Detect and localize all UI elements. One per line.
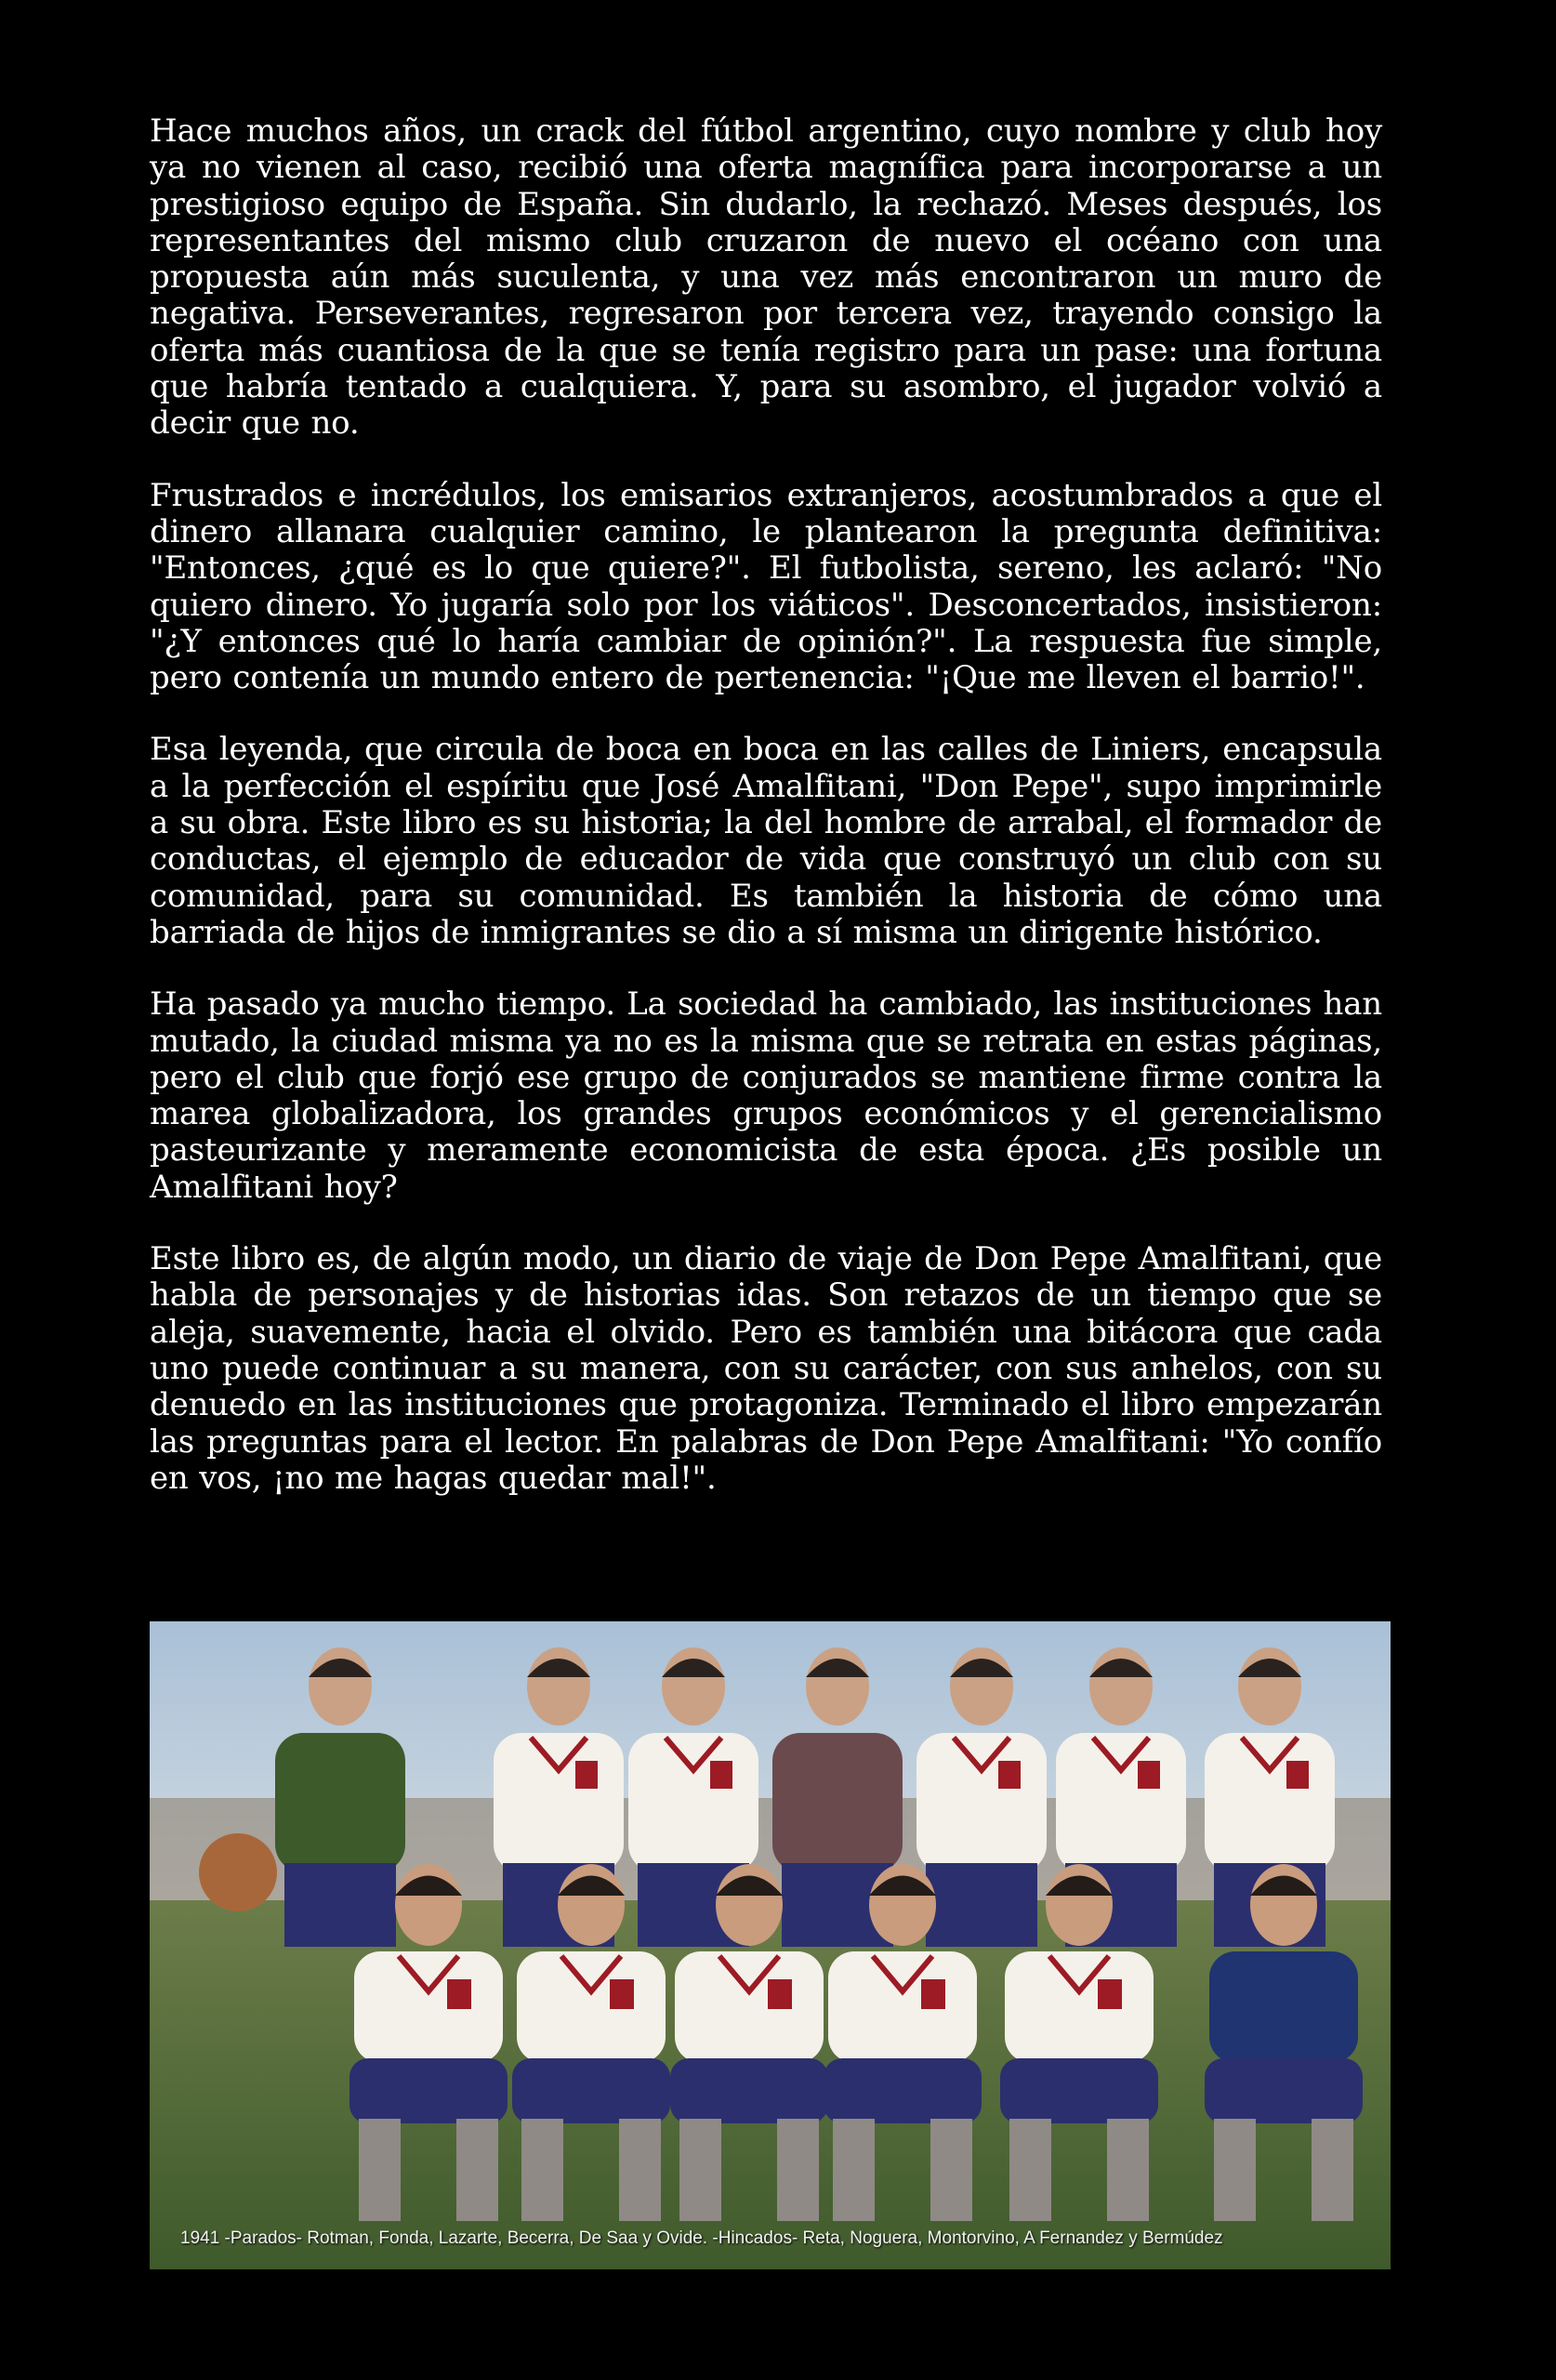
standing-player-shorts bbox=[284, 1863, 396, 1947]
crouching-player-sock bbox=[619, 2119, 661, 2221]
crouching-player-shirt bbox=[675, 1951, 824, 2063]
standing-player-shirt bbox=[494, 1733, 624, 1872]
football bbox=[199, 1833, 277, 1911]
book-text bbox=[150, 113, 1382, 1497]
crouching-player-shirt bbox=[1005, 1951, 1154, 2063]
crouching-player-shirt bbox=[828, 1951, 977, 2063]
team-photo-illustration bbox=[150, 1621, 1391, 2269]
photo-caption: 1941 -Parados- Rotman, Fonda, Lazarte, Becerra, De Saa y Ovide. -Hincados- Reta, Noguera, Montorvino, A Fernandez y Bermúdez bbox=[180, 2228, 1223, 2248]
paragraph-4: Ha pasado ya mucho tiempo. La sociedad ha cambiado, las instituciones han mutado, la ciudad misma ya no es la misma que se retrata en estas páginas, pero el club que forjó ese grupo de conjurados se mantiene firme contra la marea globalizadora, los grandes grupos económicos y el gerencialismo pasteurizante y meramente economicista de esta época. ¿Es posible un Amalfitani hoy? bbox=[150, 985, 1382, 1206]
club-crest bbox=[1286, 1761, 1309, 1789]
paragraph-2: Frustrados e incrédulos, los emisarios extranjeros, acostumbrados a que el dinero allanara cualquier camino, le plantearon la pregunta definitiva: "Entonces, ¿qué es lo que quiere?". El futbolista, sereno, les aclaró: "No quiero dinero. Yo jugaría solo por los viáticos". Desconcertados, insistieron: "¿Y entonces qué lo haría cambiar de opinión?". La respuesta fue simple, pero contenía un mundo entero de pertenencia: "¡Que me lleven el barrio!". bbox=[150, 476, 1382, 697]
crouching-player-sock bbox=[456, 2119, 498, 2221]
crouching-player-sock bbox=[359, 2119, 401, 2221]
paragraph-1: Hace muchos años, un crack del fútbol argentino, cuyo nombre y club hoy ya no vienen al caso, recibió una oferta magnífica para incorporarse a un prestigioso equipo de España. Sin dudarlo, la rechazó. Meses después, los representantes del mismo club cruzaron de nuevo el océano con una propuesta aún más suculenta, y una vez más encontraron un muro de negativa. Perseverantes, regresaron por tercera vez, trayendo consigo la oferta más cuantiosa de la que se tenía registro para un pase: una fortuna que habría tentado a cualquiera. Y, para su asombro, el jugador volvió a decir que no. bbox=[150, 112, 1382, 443]
club-crest bbox=[447, 1979, 471, 2009]
club-crest bbox=[1098, 1979, 1122, 2009]
standing-player-shorts bbox=[926, 1863, 1037, 1947]
crouching-player-shirt bbox=[1209, 1951, 1358, 2063]
crouching-player-shorts bbox=[349, 2058, 508, 2123]
crouching-player-sock bbox=[930, 2119, 972, 2221]
team-photo bbox=[150, 1621, 1391, 2269]
standing-player-shirt bbox=[628, 1733, 758, 1872]
crouching-player-sock bbox=[1312, 2119, 1353, 2221]
club-crest bbox=[768, 1979, 792, 2009]
standing-player-shirt bbox=[772, 1733, 903, 1872]
standing-player-shirt bbox=[1205, 1733, 1335, 1872]
crouching-player-shorts bbox=[1000, 2058, 1158, 2123]
crouching-player-shorts bbox=[1205, 2058, 1363, 2123]
crouching-player-shirt bbox=[354, 1951, 503, 2063]
club-crest bbox=[610, 1979, 634, 2009]
paragraph-3: Esa leyenda, que circula de boca en boca en las calles de Liniers, encapsula a la perfección el espíritu que José Amalfitani, "Don Pepe", supo imprimirle a su obra. Este libro es su historia; la del hombre de arrabal, el formador de conductas, el ejemplo de educador de vida que construyó un club con su comunidad, para su comunidad. Es también la historia de cómo una barriada de hijos de inmigrantes se dio a sí misma un dirigente histórico. bbox=[150, 731, 1382, 951]
standing-player-shirt bbox=[275, 1733, 405, 1872]
club-crest bbox=[1138, 1761, 1160, 1789]
club-crest bbox=[575, 1761, 598, 1789]
crouching-player-shorts bbox=[824, 2058, 982, 2123]
crouching-player-shorts bbox=[670, 2058, 828, 2123]
crouching-player-sock bbox=[679, 2119, 721, 2221]
crouching-player-sock bbox=[1214, 2119, 1256, 2221]
standing-player-shirt bbox=[916, 1733, 1047, 1872]
crouching-player-sock bbox=[521, 2119, 563, 2221]
crouching-player-shirt bbox=[517, 1951, 666, 2063]
crouching-player-sock bbox=[777, 2119, 819, 2221]
crouching-player-sock bbox=[1107, 2119, 1149, 2221]
paragraph-5: Este libro es, de algún modo, un diario de viaje de Don Pepe Amalfitani, que habla de personajes y de historias idas. Son retazos de un tiempo que se aleja, suavemente, hacia el olvido. Pero es también una bitácora que cada uno puede continuar a su manera, con su carácter, con sus anhelos, con su denuedo en las instituciones que protagoniza. Terminado el libro empezarán las preguntas para el lector. En palabras de Don Pepe Amalfitani: "Yo confío en vos, ¡no me hagas quedar mal!". bbox=[150, 1240, 1382, 1497]
crouching-player-sock bbox=[1009, 2119, 1051, 2221]
standing-player-shirt bbox=[1056, 1733, 1186, 1872]
club-crest bbox=[998, 1761, 1021, 1789]
crouching-player-shorts bbox=[512, 2058, 670, 2123]
club-crest bbox=[710, 1761, 732, 1789]
crouching-player-sock bbox=[833, 2119, 875, 2221]
club-crest bbox=[921, 1979, 945, 2009]
